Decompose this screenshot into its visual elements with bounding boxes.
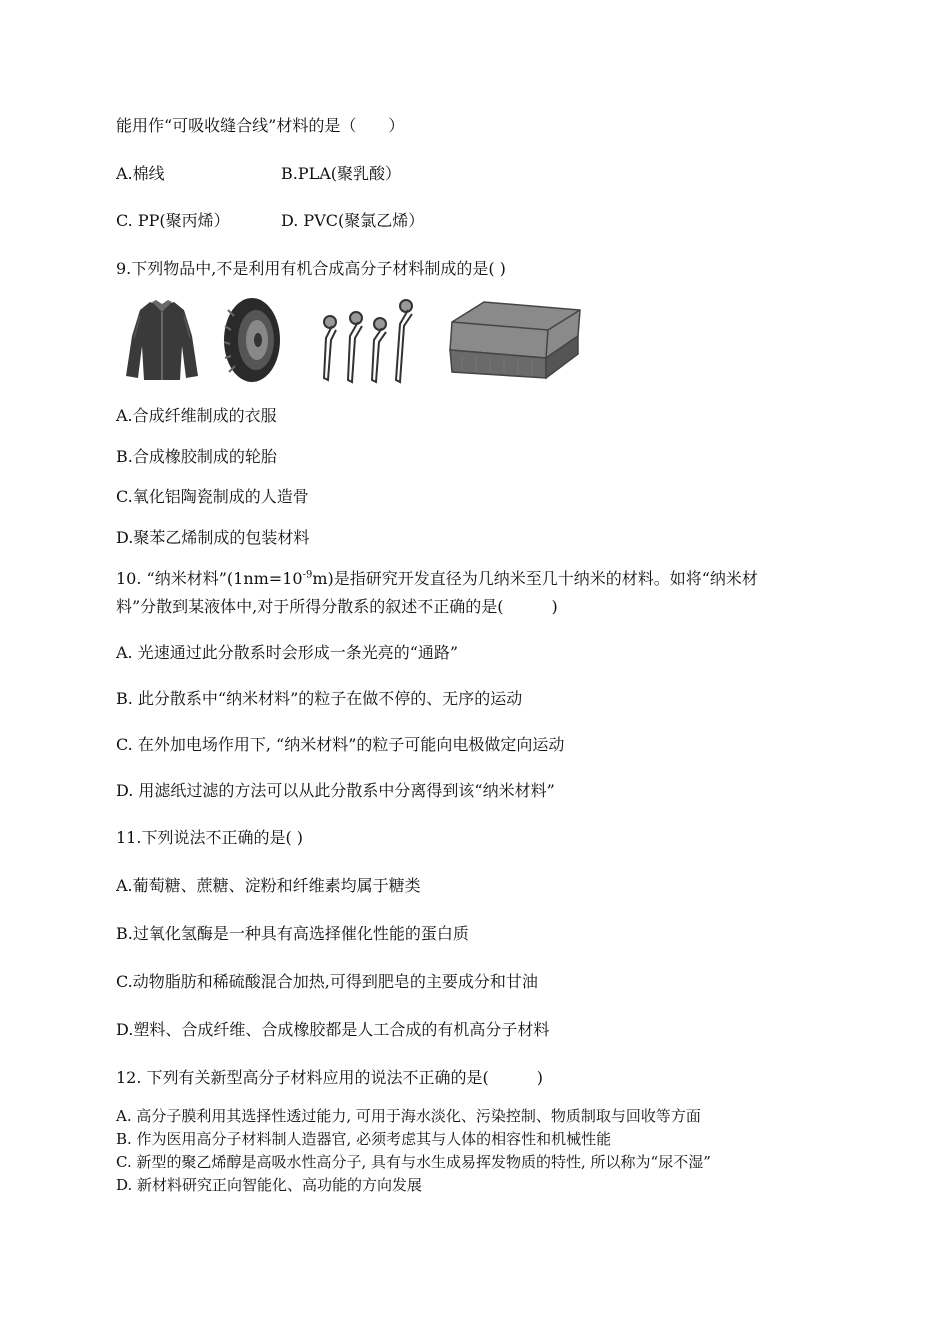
q8-options-row1 bbox=[116, 164, 165, 184]
foam-box-icon bbox=[442, 296, 586, 384]
q8-option-c: C. PP(聚丙烯） bbox=[116, 211, 230, 230]
q8-option-b: B.PLA(聚乳酸） bbox=[281, 164, 402, 183]
q10-stem-exponent: -9 bbox=[302, 569, 313, 581]
q10-option-a: A. 光速通过此分散系时会形成一条光亮的“通路” bbox=[116, 643, 459, 662]
q9-option-d: D.聚苯乙烯制成的包装材料 bbox=[116, 528, 310, 547]
q8-option-a: A.棉线 bbox=[116, 164, 165, 183]
q8-option-d: D. PVC(聚氯乙烯） bbox=[281, 211, 425, 230]
q12-option-c: C. 新型的聚乙烯醇是高吸水性高分子, 具有与水生成易挥发物质的特性, 所以称为“尿不湿” bbox=[116, 1153, 711, 1171]
q9-option-b: B.合成橡胶制成的轮胎 bbox=[116, 447, 277, 466]
q11-stem: 11.下列说法不正确的是( ) bbox=[116, 828, 304, 847]
q12-option-d: D. 新材料研究正向智能化、高功能的方向发展 bbox=[116, 1176, 423, 1194]
q9-option-c: C.氧化铝陶瓷制成的人造骨 bbox=[116, 487, 309, 506]
q9-stem: 9.下列物品中,不是利用有机合成高分子材料制成的是( ) bbox=[116, 259, 506, 278]
q9-option-a: A.合成纤维制成的衣服 bbox=[116, 406, 277, 425]
tire-icon bbox=[220, 296, 284, 384]
q9-figures bbox=[116, 296, 596, 386]
q10-option-d: D. 用滤纸过滤的方法可以从此分散系中分离得到该“纳米材料” bbox=[116, 781, 555, 800]
q11-option-b: B.过氧化氢酶是一种具有高选择催化性能的蛋白质 bbox=[116, 924, 469, 943]
q12-option-a: A. 高分子膜利用其选择性透过能力, 可用于海水淡化、污染控制、物质制取与回收等方面 bbox=[116, 1107, 701, 1125]
artificial-bone-icon bbox=[314, 296, 426, 386]
q11-option-d: D.塑料、合成纤维、合成橡胶都是人工合成的有机高分子材料 bbox=[116, 1020, 550, 1039]
q10-stem-part2: m)是指研究开发直径为几纳米至几十纳米的材料。如将“纳米材 bbox=[312, 569, 758, 588]
q8-stem: 能用作“可吸收缝合线”材料的是（ ） bbox=[116, 116, 405, 135]
q12-option-b: B. 作为医用高分子材料制人造器官, 必须考虑其与人体的相容性和机械性能 bbox=[116, 1130, 612, 1148]
jacket-icon bbox=[122, 296, 202, 384]
q11-option-c: C.动物脂肪和稀硫酸混合加热,可得到肥皂的主要成分和甘油 bbox=[116, 972, 538, 991]
q11-option-a: A.葡萄糖、蔗糖、淀粉和纤维素均属于糖类 bbox=[116, 876, 421, 895]
q10-stem-line2: 料”分散到某液体中,对于所得分散系的叙述不正确的是( ) bbox=[116, 597, 558, 616]
q10-option-c: C. 在外加电场作用下, “纳米材料”的粒子可能向电极做定向运动 bbox=[116, 735, 565, 754]
q10-stem-part1: 10. “纳米材料”(1nm=10 bbox=[116, 569, 303, 588]
q12-stem: 12. 下列有关新型高分子材料应用的说法不正确的是( ) bbox=[116, 1068, 544, 1087]
q10-option-b: B. 此分散系中“纳米材料”的粒子在做不停的、无序的运动 bbox=[116, 689, 523, 708]
q10-stem-line1 bbox=[116, 569, 758, 589]
